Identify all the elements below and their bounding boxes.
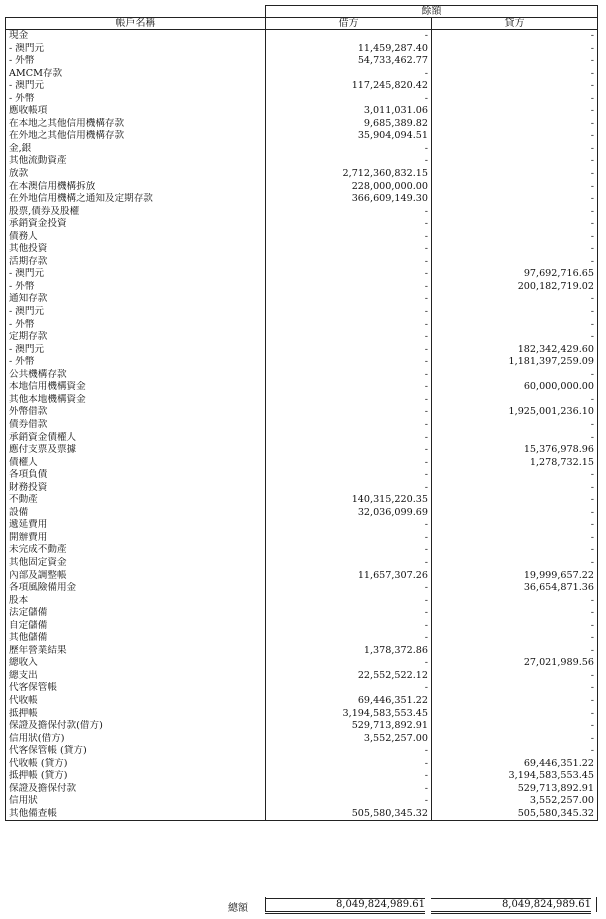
credit-cell: - (432, 231, 598, 244)
debit-cell: 2,712,360,832.15 (266, 168, 432, 181)
table-row (6, 268, 598, 281)
table-row (6, 758, 598, 771)
debit-cell: - (266, 444, 432, 457)
table-row (6, 293, 598, 306)
credit-cell: - (432, 206, 598, 219)
table-row (6, 68, 598, 81)
table-row (6, 682, 598, 695)
debit-cell: 11,459,287.40 (266, 43, 432, 56)
debit-cell: 529,713,892.91 (266, 720, 432, 733)
account-name-cell: 在本地之其他信用機構存款 (6, 118, 266, 131)
table-row (6, 632, 598, 645)
debit-cell: - (266, 795, 432, 808)
balance-group-header: 餘額 (266, 6, 598, 18)
account-name-cell: - 澳門元 (6, 268, 266, 281)
debit-cell: 54,733,462.77 (266, 55, 432, 68)
table-row (6, 557, 598, 570)
credit-cell: - (432, 419, 598, 432)
debit-cell: - (266, 268, 432, 281)
credit-cell: 1,925,001,236.10 (432, 406, 598, 419)
table-row (6, 432, 598, 445)
table-row (6, 206, 598, 219)
account-name-cell: 抵押帳 (貸方) (6, 770, 266, 783)
account-name-cell: 現金 (6, 30, 266, 43)
credit-cell: - (432, 243, 598, 256)
debit-cell: - (266, 281, 432, 294)
debit-cell: 228,000,000.00 (266, 181, 432, 194)
table-row (6, 231, 598, 244)
table-row (6, 494, 598, 507)
table-row (6, 670, 598, 683)
credit-cell: - (432, 632, 598, 645)
table-row (6, 607, 598, 620)
account-name-cell: - 澳門元 (6, 306, 266, 319)
table-row (6, 344, 598, 357)
credit-cell: - (432, 432, 598, 445)
credit-cell: 1,278,732.15 (432, 457, 598, 470)
debit-cell: - (266, 30, 432, 43)
account-name-cell: 定期存款 (6, 331, 266, 344)
table-row (6, 708, 598, 721)
credit-cell: - (432, 193, 598, 206)
account-name-cell: 信用狀(借方) (6, 733, 266, 746)
debit-cell: - (266, 206, 432, 219)
debit-cell: 366,609,149.30 (266, 193, 432, 206)
credit-cell: - (432, 733, 598, 746)
debit-cell: 140,315,220.35 (266, 494, 432, 507)
table-row (6, 369, 598, 382)
debit-cell: - (266, 369, 432, 382)
debit-cell: - (266, 657, 432, 670)
account-name-cell: AMCM存款 (6, 68, 266, 81)
credit-cell: - (432, 43, 598, 56)
debit-cell: 3,194,583,553.45 (266, 708, 432, 721)
account-name-cell: 保證及擔保付款(借方) (6, 720, 266, 733)
debit-cell: - (266, 381, 432, 394)
table-row (6, 406, 598, 419)
credit-cell: - (432, 256, 598, 269)
credit-cell: - (432, 143, 598, 156)
table-row (6, 381, 598, 394)
account-name-cell: 內部及調整帳 (6, 570, 266, 583)
account-name-cell: 外幣借款 (6, 406, 266, 419)
account-name-cell: 股票,債券及股權 (6, 206, 266, 219)
table-row (6, 243, 598, 256)
table-row (6, 80, 598, 93)
account-name-cell: 各項風險備用金 (6, 582, 266, 595)
table-row (6, 457, 598, 470)
credit-cell: - (432, 507, 598, 520)
credit-cell: - (432, 394, 598, 407)
debit-cell: 11,657,307.26 (266, 570, 432, 583)
credit-cell: - (432, 218, 598, 231)
table-row (6, 394, 598, 407)
debit-cell: - (266, 68, 432, 81)
table-row (6, 331, 598, 344)
credit-cell: - (432, 30, 598, 43)
credit-cell: - (432, 306, 598, 319)
debit-cell: - (266, 532, 432, 545)
account-name-cell: 承銷資金債權人 (6, 432, 266, 445)
credit-cell: - (432, 482, 598, 495)
debit-cell: - (266, 607, 432, 620)
table-row (6, 720, 598, 733)
credit-cell: - (432, 595, 598, 608)
account-name-cell: 應付支票及票據 (6, 444, 266, 457)
credit-cell: 3,194,583,553.45 (432, 770, 598, 783)
account-name-cell: - 外幣 (6, 281, 266, 294)
table-row (6, 544, 598, 557)
credit-cell: - (432, 682, 598, 695)
account-name-cell: 代收帳 (貸方) (6, 758, 266, 771)
credit-cell: 36,654,871.36 (432, 582, 598, 595)
account-name-cell: 債券借款 (6, 419, 266, 432)
credit-cell: 27,021,989.56 (432, 657, 598, 670)
account-name-cell: 其他本地機構資金 (6, 394, 266, 407)
account-name-cell: 代收帳 (6, 695, 266, 708)
table-row (6, 143, 598, 156)
table-row (6, 582, 598, 595)
credit-cell: - (432, 557, 598, 570)
table-row (6, 795, 598, 808)
credit-cell: - (432, 331, 598, 344)
table-row (6, 745, 598, 758)
trial-balance-table (5, 5, 598, 821)
credit-cell: - (432, 293, 598, 306)
debit-cell: - (266, 783, 432, 796)
debit-cell: - (266, 231, 432, 244)
table-row (6, 519, 598, 532)
account-name-cell: 在外地信用機構之通知及定期存款 (6, 193, 266, 206)
account-name-cell: 不動產 (6, 494, 266, 507)
table-row (6, 105, 598, 118)
table-row (6, 419, 598, 432)
table-row (6, 620, 598, 633)
header-spacer (6, 6, 266, 18)
debit-cell: 32,036,099.69 (266, 507, 432, 520)
account-name-cell: 其他固定資金 (6, 557, 266, 570)
account-name-cell: 自定儲備 (6, 620, 266, 633)
account-name-cell: 未完成不動產 (6, 544, 266, 557)
debit-cell: - (266, 406, 432, 419)
credit-cell: - (432, 645, 598, 658)
debit-cell: - (266, 143, 432, 156)
debit-cell: - (266, 745, 432, 758)
credit-header: 貸方 (432, 18, 598, 30)
totals-debit: 8,049,824,989.61 (265, 898, 425, 914)
credit-cell: - (432, 105, 598, 118)
debit-cell: - (266, 218, 432, 231)
account-name-cell: 信用狀 (6, 795, 266, 808)
table-row (6, 469, 598, 482)
account-name-cell: - 外幣 (6, 319, 266, 332)
credit-cell: - (432, 720, 598, 733)
debit-cell: 35,904,094.51 (266, 130, 432, 143)
debit-cell: - (266, 344, 432, 357)
account-name-cell: 活期存款 (6, 256, 266, 269)
account-name-cell: 債權人 (6, 457, 266, 470)
account-name-cell: 財務投資 (6, 482, 266, 495)
totals-credit: 8,049,824,989.61 (431, 898, 591, 914)
debit-header: 借方 (266, 18, 432, 30)
credit-cell: - (432, 494, 598, 507)
credit-cell: - (432, 118, 598, 131)
credit-cell: - (432, 670, 598, 683)
debit-cell: - (266, 293, 432, 306)
credit-cell: 15,376,978.96 (432, 444, 598, 457)
table-row (6, 55, 598, 68)
debit-cell: - (266, 243, 432, 256)
ledger-rows (6, 30, 598, 821)
table-row (6, 595, 598, 608)
debit-cell: 3,552,257.00 (266, 733, 432, 746)
credit-cell: - (432, 130, 598, 143)
credit-cell: - (432, 319, 598, 332)
account-name-cell: - 外幣 (6, 55, 266, 68)
account-name-cell: 股本 (6, 595, 266, 608)
debit-cell: - (266, 331, 432, 344)
debit-cell: - (266, 256, 432, 269)
account-name-cell: - 外幣 (6, 93, 266, 106)
credit-cell: - (432, 369, 598, 382)
totals-label: 總額 (228, 903, 248, 914)
account-name-cell: 保證及擔保付款 (6, 783, 266, 796)
table-row (6, 181, 598, 194)
credit-cell: 60,000,000.00 (432, 381, 598, 394)
table-row (6, 30, 598, 43)
credit-cell: - (432, 93, 598, 106)
credit-cell: 19,999,657.22 (432, 570, 598, 583)
credit-cell: - (432, 68, 598, 81)
table-row (6, 155, 598, 168)
debit-cell: - (266, 770, 432, 783)
account-name-cell: 其他儲備 (6, 632, 266, 645)
debit-cell: - (266, 356, 432, 369)
credit-cell: - (432, 607, 598, 620)
credit-cell: 200,182,719.02 (432, 281, 598, 294)
table-row (6, 168, 598, 181)
credit-cell: - (432, 155, 598, 168)
credit-cell: - (432, 55, 598, 68)
table-row (6, 281, 598, 294)
debit-cell: - (266, 319, 432, 332)
account-name-cell: 在本澳信用機構拆放 (6, 181, 266, 194)
account-name-cell: - 澳門元 (6, 43, 266, 56)
table-row (6, 218, 598, 231)
debit-cell: - (266, 432, 432, 445)
account-name-cell: 承銷資金投資 (6, 218, 266, 231)
debit-cell: - (266, 758, 432, 771)
debit-cell: - (266, 457, 432, 470)
account-name-header: 帳戶名稱 (6, 18, 266, 30)
credit-cell: - (432, 168, 598, 181)
credit-cell: - (432, 181, 598, 194)
table-row (6, 118, 598, 131)
table-row (6, 130, 598, 143)
debit-cell: 1,378,372.86 (266, 645, 432, 658)
table-row (6, 43, 598, 56)
table-row (6, 482, 598, 495)
table-row (6, 444, 598, 457)
debit-cell: - (266, 155, 432, 168)
debit-cell: 22,552,522.12 (266, 670, 432, 683)
account-name-cell: 遞延費用 (6, 519, 266, 532)
credit-cell: - (432, 695, 598, 708)
credit-cell: - (432, 80, 598, 93)
debit-cell: - (266, 632, 432, 645)
credit-cell: 97,692,716.65 (432, 268, 598, 281)
debit-cell: - (266, 469, 432, 482)
table-row (6, 770, 598, 783)
account-name-cell: 在外地之其他信用機構存款 (6, 130, 266, 143)
credit-cell: - (432, 745, 598, 758)
credit-cell: - (432, 469, 598, 482)
table-row (6, 570, 598, 583)
credit-cell: 69,446,351.22 (432, 758, 598, 771)
account-name-cell: 應收帳項 (6, 105, 266, 118)
account-name-cell: 設備 (6, 507, 266, 520)
table-row (6, 532, 598, 545)
account-name-cell: 其他備查帳 (6, 808, 266, 821)
table-row (6, 306, 598, 319)
account-name-cell: 總支出 (6, 670, 266, 683)
account-name-cell: 本地信用機構資金 (6, 381, 266, 394)
account-name-cell: 抵押帳 (6, 708, 266, 721)
table-row (6, 193, 598, 206)
table-row (6, 645, 598, 658)
account-name-cell: - 外幣 (6, 356, 266, 369)
debit-cell: 69,446,351.22 (266, 695, 432, 708)
account-name-cell: 其他流動資產 (6, 155, 266, 168)
debit-cell: - (266, 394, 432, 407)
table-row (6, 657, 598, 670)
account-name-cell: 總收入 (6, 657, 266, 670)
credit-cell: 529,713,892.91 (432, 783, 598, 796)
credit-cell: 3,552,257.00 (432, 795, 598, 808)
account-name-cell: 公共機構存款 (6, 369, 266, 382)
table-row (6, 319, 598, 332)
credit-cell: 505,580,345.32 (432, 808, 598, 821)
debit-cell: - (266, 582, 432, 595)
credit-cell: - (432, 519, 598, 532)
debit-cell: - (266, 620, 432, 633)
account-name-cell: 債務人 (6, 231, 266, 244)
table-row (6, 733, 598, 746)
account-name-cell: 通知存款 (6, 293, 266, 306)
debit-cell: 3,011,031.06 (266, 105, 432, 118)
account-name-cell: 代客保管帳 (貸方) (6, 745, 266, 758)
debit-cell: - (266, 595, 432, 608)
debit-cell: - (266, 419, 432, 432)
table-row (6, 808, 598, 821)
credit-cell: - (432, 532, 598, 545)
debit-cell: 117,245,820.42 (266, 80, 432, 93)
account-name-cell: 歷年營業結果 (6, 645, 266, 658)
account-name-cell: 各項負債 (6, 469, 266, 482)
account-name-cell: 放款 (6, 168, 266, 181)
debit-cell: 9,685,389.82 (266, 118, 432, 131)
debit-cell: 505,580,345.32 (266, 808, 432, 821)
account-name-cell: - 澳門元 (6, 344, 266, 357)
table-row (6, 695, 598, 708)
credit-cell: - (432, 620, 598, 633)
table-row (6, 93, 598, 106)
credit-cell: - (432, 544, 598, 557)
account-name-cell: 法定儲備 (6, 607, 266, 620)
debit-cell: - (266, 519, 432, 532)
credit-cell: - (432, 708, 598, 721)
debit-cell: - (266, 544, 432, 557)
debit-cell: - (266, 557, 432, 570)
debit-cell: - (266, 93, 432, 106)
account-name-cell: 金,銀 (6, 143, 266, 156)
credit-cell: 182,342,429.60 (432, 344, 598, 357)
debit-cell: - (266, 306, 432, 319)
table-row (6, 507, 598, 520)
debit-cell: - (266, 482, 432, 495)
table-row (6, 256, 598, 269)
debit-cell: - (266, 682, 432, 695)
account-name-cell: 開辦費用 (6, 532, 266, 545)
account-name-cell: 代客保管帳 (6, 682, 266, 695)
credit-cell: 1,181,397,259.09 (432, 356, 598, 369)
table-row (6, 356, 598, 369)
table-row (6, 783, 598, 796)
account-name-cell: 其他投資 (6, 243, 266, 256)
account-name-cell: - 澳門元 (6, 80, 266, 93)
